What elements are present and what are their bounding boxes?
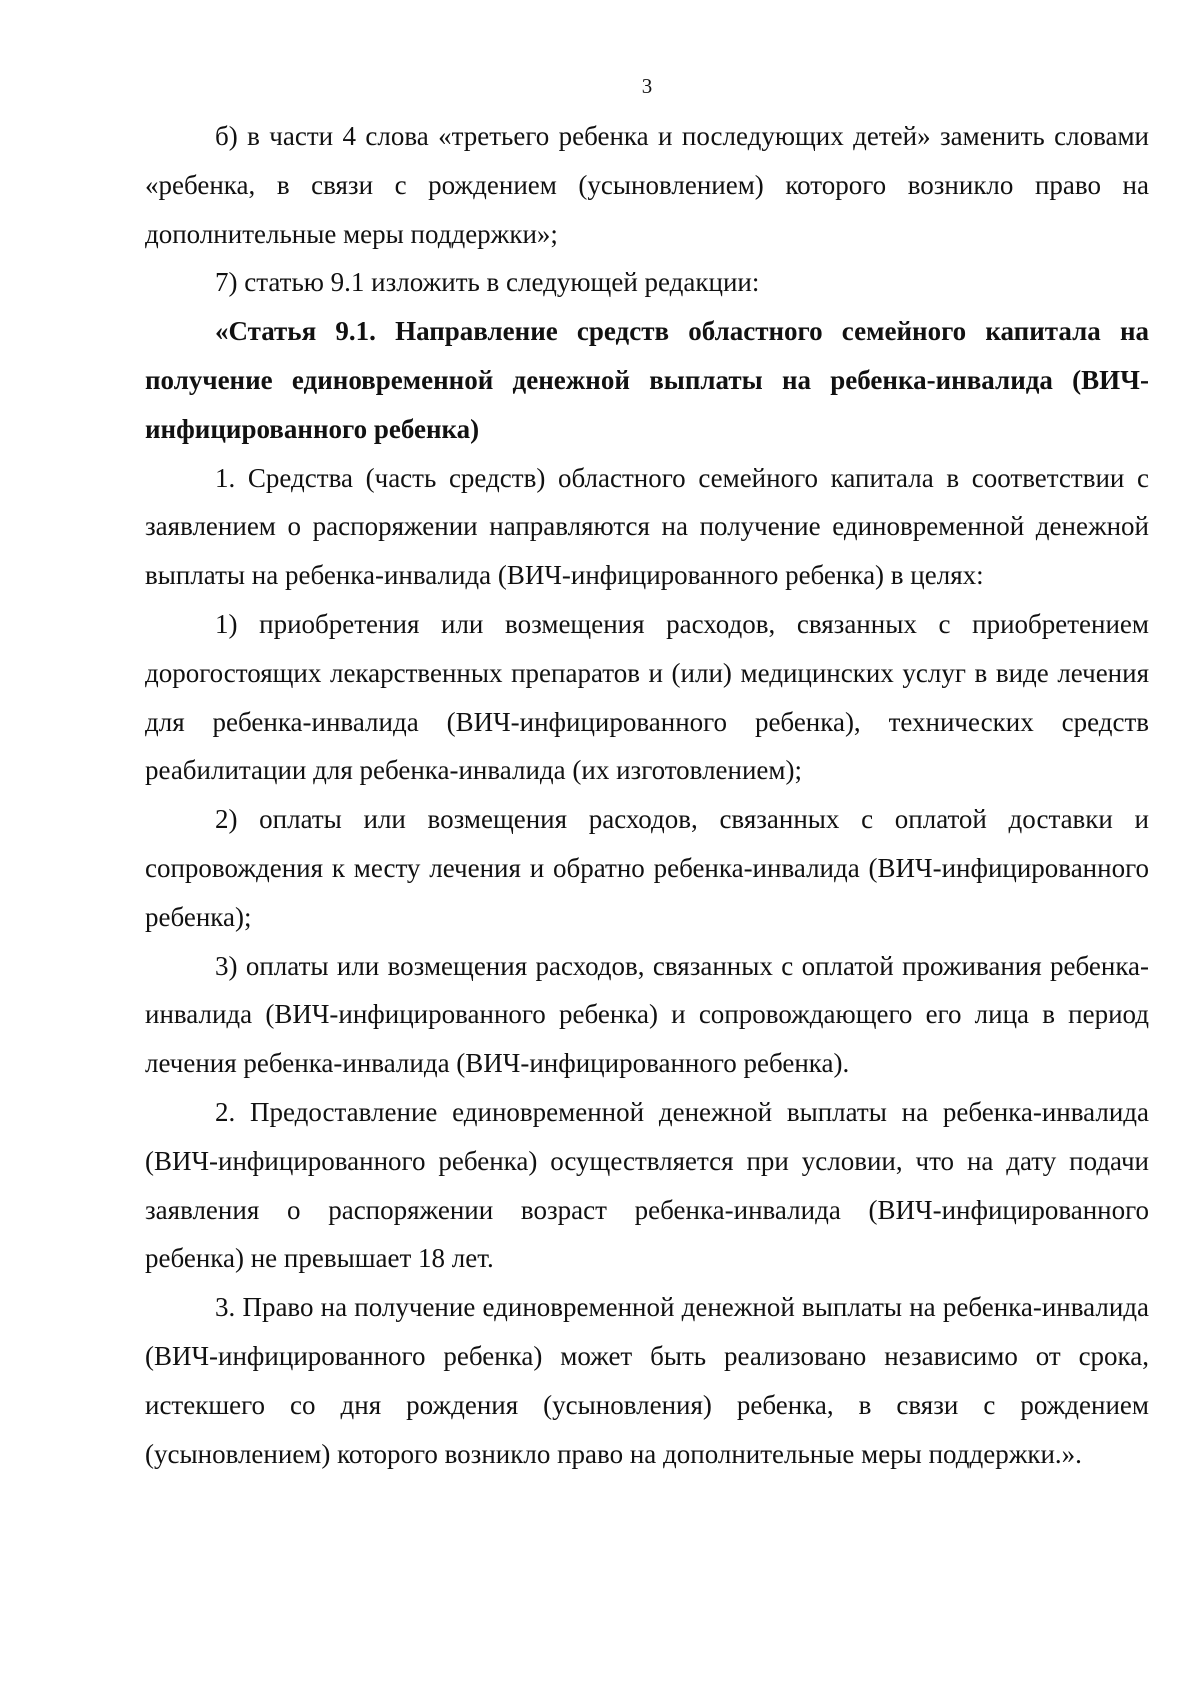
paragraph-part-2: 2. Предоставление единовременной денежной выплаты на ребенка-инвалида (ВИЧ-инфицированного ребенка) осуществляется при условии, что на дату подачи заявления о распоряжении возраст ребенка-инвалида (ВИЧ-инфицированного ребенка) не превышает 18 лет. xyxy=(145,1096,1149,1274)
article-heading: «Статья 9.1. Направление средств областного семейного капитала на получение единовременной денежной выплаты на ребенка-инвалида (ВИЧ-инфицированного ребенка) xyxy=(145,316,1149,444)
paragraph-subitem-3: 3) оплаты или возмещения расходов, связанных с оплатой проживания ребенка-инвалида (ВИЧ-инфицированного ребенка) и сопровождающего его лица в период лечения ребенка-инвалида (ВИЧ-инфицированного ребенка). xyxy=(145,950,1149,1079)
document-page xyxy=(145,0,1149,1697)
paragraph-part-1: 1. Средства (часть средств) областного семейного капитала в соответствии с заявлением о распоряжении направляются на получение единовременной денежной выплаты на ребенка-инвалида (ВИЧ-инфицированного ребенка) в целях: xyxy=(145,462,1149,591)
paragraph-part-3: 3. Право на получение единовременной денежной выплаты на ребенка-инвалида (ВИЧ-инфицированного ребенка) может быть реализовано независимо от срока, истекшего со дня рождения (усыновления) ребенка, в связи с рождением (усыновлением) которого возникло право на дополнительные меры поддержки.». xyxy=(145,1292,1149,1469)
paragraph-subitem-2: 2) оплаты или возмещения расходов, связанных с оплатой доставки и сопровождения к месту лечения и обратно ребенка-инвалида (ВИЧ-инфицированного ребенка); xyxy=(145,804,1149,932)
paragraph-subitem-1: 1) приобретения или возмещения расходов, связанных с приобретением дорогостоящих лекарственных препаратов и (или) медицинских услуг в виде лечения для ребенка-инвалида (ВИЧ-инфицированного ребенка), технических средств реабилитации для ребенка-инвалида (их изготовлением); xyxy=(145,608,1149,786)
document-body xyxy=(145,112,1149,1478)
page-number: 3 xyxy=(641,74,653,98)
paragraph-amendment-b: б) в части 4 слова «третьего ребенка и последующих детей» заменить словами «ребенка, в связи с рождением (усыновлением) которого возникло право на дополнительные меры поддержки»; xyxy=(145,121,1149,249)
paragraph-item-7: 7) статью 9.1 изложить в следующей редакции: xyxy=(215,267,760,298)
